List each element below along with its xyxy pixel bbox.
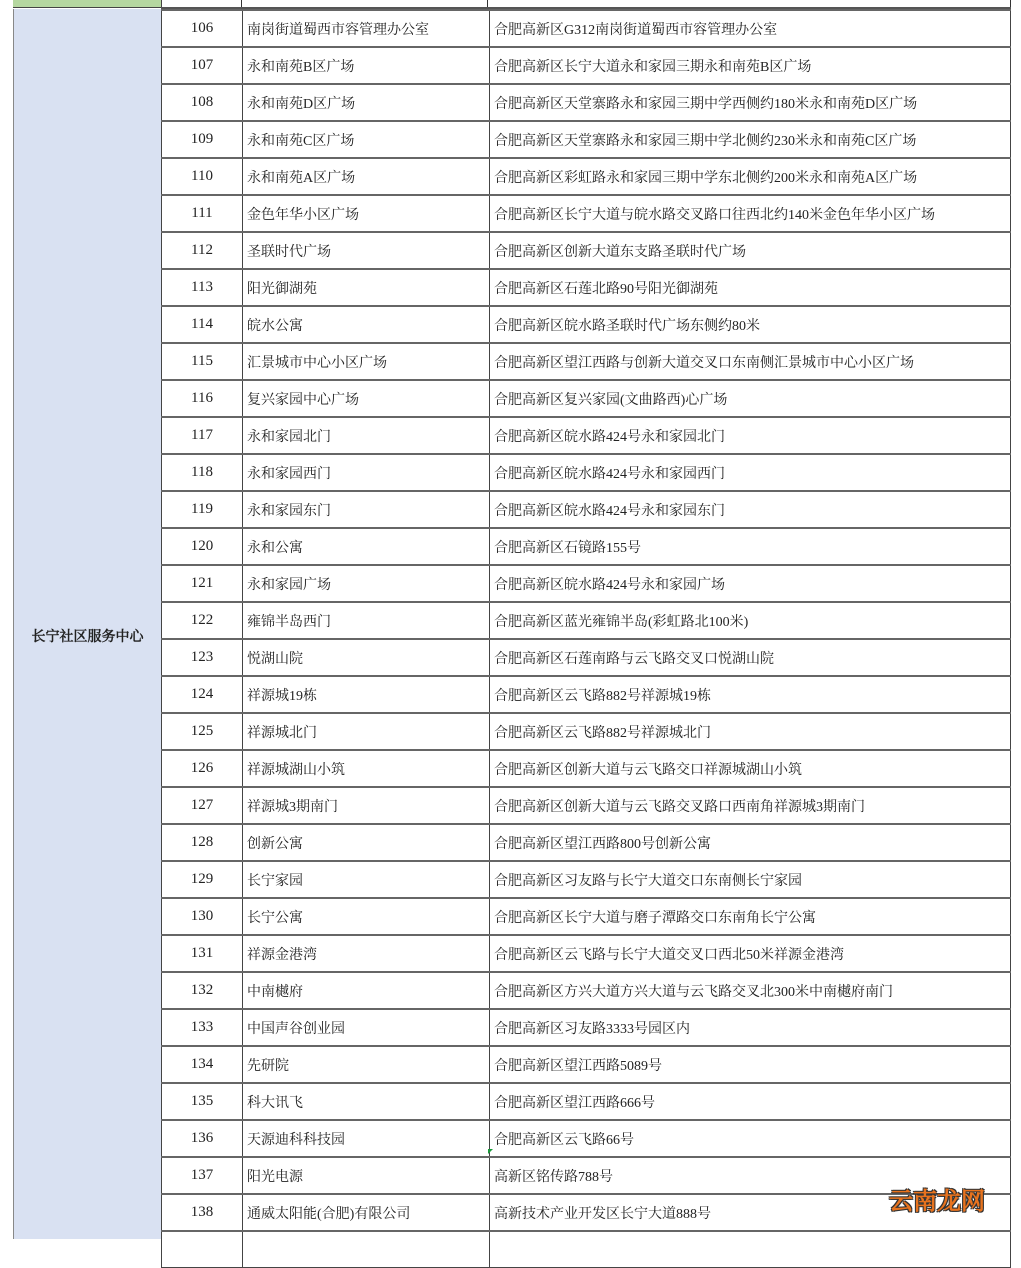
- row-number[interactable]: 107: [162, 47, 243, 84]
- location-name[interactable]: 悦湖山院: [243, 639, 490, 676]
- location-address[interactable]: 合肥高新区创新大道与云飞路交叉路口西南角祥源城3期南门: [490, 787, 1011, 824]
- location-address[interactable]: 高新技术产业开发区长宁大道888号: [490, 1194, 1011, 1231]
- table-row: [162, 972, 1011, 1009]
- row-number[interactable]: 137: [162, 1157, 243, 1194]
- previous-group-cell: [13, 0, 162, 8]
- location-name[interactable]: 皖水公寓: [243, 306, 490, 343]
- row-number[interactable]: 128: [162, 824, 243, 861]
- table-row: [162, 232, 1011, 269]
- row-number[interactable]: 136: [162, 1120, 243, 1157]
- location-address[interactable]: 合肥高新区望江西路5089号: [490, 1046, 1011, 1083]
- location-address[interactable]: 合肥高新区天堂寨路永和家园三期中学西侧约180米永和南苑D区广场: [490, 84, 1011, 121]
- location-address[interactable]: 合肥高新区皖水路424号永和家园东门: [490, 491, 1011, 528]
- location-name[interactable]: 永和家园西门: [243, 454, 490, 491]
- location-address[interactable]: 合肥高新区创新大道与云飞路交口祥源城湖山小筑: [490, 750, 1011, 787]
- location-name[interactable]: 通威太阳能(合肥)有限公司: [243, 1194, 490, 1231]
- location-name[interactable]: 汇景城市中心小区广场: [243, 343, 490, 380]
- location-name[interactable]: 永和家园广场: [243, 565, 490, 602]
- table-row: [162, 787, 1011, 824]
- row-number[interactable]: 118: [162, 454, 243, 491]
- table-row: [162, 454, 1011, 491]
- location-address[interactable]: 合肥高新区长宁大道与磨子潭路交口东南角长宁公寓: [490, 898, 1011, 935]
- table-row: [162, 565, 1011, 602]
- table-row: [162, 195, 1011, 232]
- location-address[interactable]: 合肥高新区云飞路与长宁大道交叉口西北50米祥源金港湾: [490, 935, 1011, 972]
- location-name[interactable]: 阳光御湖苑: [243, 269, 490, 306]
- location-address[interactable]: 合肥高新区G312南岗街道蜀西市容管理办公室: [490, 10, 1011, 47]
- table-row: [162, 10, 1011, 47]
- location-address[interactable]: 合肥高新区皖水路424号永和家园西门: [490, 454, 1011, 491]
- row-number[interactable]: 108: [162, 84, 243, 121]
- location-address[interactable]: 合肥高新区石莲北路90号阳光御湖苑: [490, 269, 1011, 306]
- row-number[interactable]: 115: [162, 343, 243, 380]
- location-name[interactable]: 创新公寓: [243, 824, 490, 861]
- row-number[interactable]: 126: [162, 750, 243, 787]
- location-address[interactable]: 合肥高新区创新大道东支路圣联时代广场: [490, 232, 1011, 269]
- location-name[interactable]: 科大讯飞: [243, 1083, 490, 1120]
- row-number[interactable]: 121: [162, 565, 243, 602]
- empty-cell[interactable]: [243, 1231, 490, 1268]
- location-name[interactable]: 祥源城3期南门: [243, 787, 490, 824]
- empty-cell[interactable]: [162, 1231, 243, 1268]
- location-name[interactable]: 南岗街道蜀西市容管理办公室: [243, 10, 490, 47]
- table-row: [162, 84, 1011, 121]
- row-number[interactable]: 125: [162, 713, 243, 750]
- table-row-partial: [162, 1231, 1011, 1268]
- location-address[interactable]: 合肥高新区长宁大道永和家园三期永和南苑B区广场: [490, 47, 1011, 84]
- location-address[interactable]: 合肥高新区彩虹路永和家园三期中学东北侧约200米永和南苑A区广场: [490, 158, 1011, 195]
- table-row: [162, 898, 1011, 935]
- location-name[interactable]: 天源迪科科技园: [243, 1120, 490, 1157]
- row-number[interactable]: 127: [162, 787, 243, 824]
- location-name[interactable]: 永和公寓: [243, 528, 490, 565]
- row-number[interactable]: 109: [162, 121, 243, 158]
- row-number[interactable]: 131: [162, 935, 243, 972]
- location-name[interactable]: 祥源城湖山小筑: [243, 750, 490, 787]
- table-row: [162, 269, 1011, 306]
- row-number[interactable]: 130: [162, 898, 243, 935]
- table-row: [162, 713, 1011, 750]
- row-number[interactable]: 123: [162, 639, 243, 676]
- location-address[interactable]: 合肥高新区望江西路与创新大道交叉口东南侧汇景城市中心小区广场: [490, 343, 1011, 380]
- location-name[interactable]: 祥源金港湾: [243, 935, 490, 972]
- location-name[interactable]: 永和南苑A区广场: [243, 158, 490, 195]
- cell-comment-marker: [488, 1149, 493, 1154]
- row-number[interactable]: 138: [162, 1194, 243, 1231]
- row-number[interactable]: 113: [162, 269, 243, 306]
- location-address[interactable]: 合肥高新区长宁大道与皖水路交叉路口往西北约140米金色年华小区广场: [490, 195, 1011, 232]
- location-address[interactable]: 合肥高新区云飞路882号祥源城19栋: [490, 676, 1011, 713]
- row-number[interactable]: 114: [162, 306, 243, 343]
- row-number[interactable]: 134: [162, 1046, 243, 1083]
- table-row: [162, 750, 1011, 787]
- location-address[interactable]: 合肥高新区复兴家园(文曲路西)心广场: [490, 380, 1011, 417]
- row-number[interactable]: 129: [162, 861, 243, 898]
- table-row: [162, 1009, 1011, 1046]
- table-row: [162, 47, 1011, 84]
- table-row: [162, 602, 1011, 639]
- location-table: [161, 9, 1011, 1268]
- row-number[interactable]: 124: [162, 676, 243, 713]
- row-number[interactable]: 106: [162, 10, 243, 47]
- location-address[interactable]: 合肥高新区习友路3333号园区内: [490, 1009, 1011, 1046]
- location-name[interactable]: 永和南苑B区广场: [243, 47, 490, 84]
- location-address[interactable]: 合肥高新区石镜路155号: [490, 528, 1011, 565]
- table-row: [162, 935, 1011, 972]
- row-number[interactable]: 116: [162, 380, 243, 417]
- table-row: [162, 343, 1011, 380]
- empty-cell[interactable]: [490, 1231, 1011, 1268]
- previous-row: [161, 0, 1011, 9]
- location-name[interactable]: 永和南苑C区广场: [243, 121, 490, 158]
- location-address[interactable]: 高新区铭传路788号: [490, 1157, 1011, 1194]
- location-address[interactable]: 合肥高新区习友路与长宁大道交口东南侧长宁家园: [490, 861, 1011, 898]
- table-row: [162, 1157, 1011, 1194]
- location-address[interactable]: 合肥高新区望江西路800号创新公寓: [490, 824, 1011, 861]
- table-row: [162, 491, 1011, 528]
- location-address[interactable]: 合肥高新区皖水路424号永和家园广场: [490, 565, 1011, 602]
- location-address[interactable]: 合肥高新区云飞路882号祥源城北门: [490, 713, 1011, 750]
- table-row: [162, 380, 1011, 417]
- table-row: [162, 306, 1011, 343]
- table-row: [162, 676, 1011, 713]
- row-number[interactable]: 135: [162, 1083, 243, 1120]
- group-label: 长宁社区服务中心: [31, 630, 144, 645]
- row-number[interactable]: 132: [162, 972, 243, 1009]
- location-name[interactable]: 阳光电源: [243, 1157, 490, 1194]
- table-row: [162, 1083, 1011, 1120]
- table-row: [162, 528, 1011, 565]
- location-name[interactable]: 复兴家园中心广场: [243, 380, 490, 417]
- location-name[interactable]: 永和家园北门: [243, 417, 490, 454]
- table-row: [162, 417, 1011, 454]
- table-row: [162, 1194, 1011, 1231]
- location-name[interactable]: 中国声谷创业园: [243, 1009, 490, 1046]
- row-number[interactable]: 133: [162, 1009, 243, 1046]
- row-number[interactable]: 111: [162, 195, 243, 232]
- location-name[interactable]: 永和南苑D区广场: [243, 84, 490, 121]
- location-address[interactable]: 合肥高新区蓝光雍锦半岛(彩虹路北100米): [490, 602, 1011, 639]
- table-row: [162, 158, 1011, 195]
- row-number[interactable]: 119: [162, 491, 243, 528]
- group-cell: [13, 9, 162, 1239]
- location-name[interactable]: 雍锦半岛西门: [243, 602, 490, 639]
- row-number[interactable]: 117: [162, 417, 243, 454]
- table-row: [162, 639, 1011, 676]
- location-name[interactable]: 祥源城北门: [243, 713, 490, 750]
- location-name[interactable]: 长宁公寓: [243, 898, 490, 935]
- row-number[interactable]: 120: [162, 528, 243, 565]
- location-name[interactable]: 中南樾府: [243, 972, 490, 1009]
- row-number[interactable]: 122: [162, 602, 243, 639]
- location-name[interactable]: 永和家园东门: [243, 491, 490, 528]
- table-row: [162, 824, 1011, 861]
- location-name[interactable]: 金色年华小区广场: [243, 195, 490, 232]
- location-address[interactable]: 合肥高新区天堂寨路永和家园三期中学北侧约230米永和南苑C区广场: [490, 121, 1011, 158]
- table-row: [162, 121, 1011, 158]
- location-address[interactable]: 合肥高新区石莲南路与云飞路交叉口悦湖山院: [490, 639, 1011, 676]
- location-address[interactable]: 合肥高新区望江西路666号: [490, 1083, 1011, 1120]
- location-name[interactable]: 圣联时代广场: [243, 232, 490, 269]
- location-address[interactable]: 合肥高新区云飞路66号: [490, 1120, 1011, 1157]
- location-address[interactable]: 合肥高新区方兴大道方兴大道与云飞路交叉北300米中南樾府南门: [490, 972, 1011, 1009]
- table-row: [162, 1046, 1011, 1083]
- row-number[interactable]: 112: [162, 232, 243, 269]
- location-name[interactable]: 祥源城19栋: [243, 676, 490, 713]
- location-name[interactable]: 先研院: [243, 1046, 490, 1083]
- location-name[interactable]: 长宁家园: [243, 861, 490, 898]
- table-row: [162, 1120, 1011, 1157]
- location-address[interactable]: 合肥高新区皖水路圣联时代广场东侧约80米: [490, 306, 1011, 343]
- row-number[interactable]: 110: [162, 158, 243, 195]
- table-row: [162, 861, 1011, 898]
- location-address[interactable]: 合肥高新区皖水路424号永和家园北门: [490, 417, 1011, 454]
- watermark-logo: 云南龙网: [889, 1187, 985, 1215]
